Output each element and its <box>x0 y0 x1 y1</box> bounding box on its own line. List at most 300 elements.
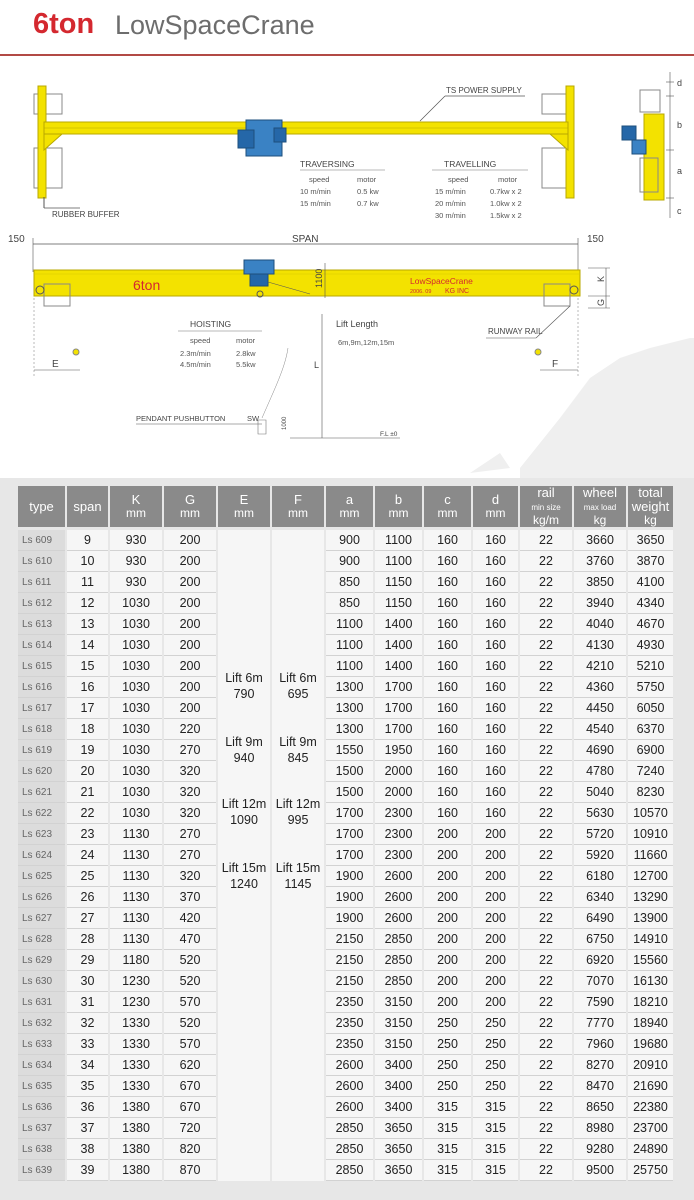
cell-a: 1500 <box>326 782 373 803</box>
cell-type: Ls 619 <box>18 740 65 761</box>
cell-g: 200 <box>164 551 216 572</box>
cell-wheel: 4210 <box>574 656 626 677</box>
cell-total-weight: 10570 <box>628 803 673 824</box>
table-row <box>18 551 673 572</box>
cell-span: 24 <box>67 845 108 866</box>
cell-c: 160 <box>424 530 471 551</box>
spec-table-section <box>0 478 694 1200</box>
cell-a: 1300 <box>326 719 373 740</box>
traversing-motor-2: 0.7 kw <box>357 199 379 208</box>
cell-wheel: 3940 <box>574 593 626 614</box>
crane-diagram <box>0 58 694 478</box>
cell-b: 3650 <box>375 1160 422 1181</box>
lift-option-e: Lift 15m 1240 <box>221 861 267 891</box>
cell-total-weight: 3870 <box>628 551 673 572</box>
cell-g: 200 <box>164 530 216 551</box>
col-header-c: c mm <box>424 486 471 530</box>
cell-b: 1400 <box>375 656 422 677</box>
cell-type: Ls 621 <box>18 782 65 803</box>
cell-total-weight: 25750 <box>628 1160 673 1181</box>
cell-b: 1700 <box>375 677 422 698</box>
cell-span: 18 <box>67 719 108 740</box>
cell-span: 23 <box>67 824 108 845</box>
cell-type: Ls 626 <box>18 887 65 908</box>
cell-wheel: 6180 <box>574 866 626 887</box>
cell-b: 2000 <box>375 761 422 782</box>
cell-c: 200 <box>424 887 471 908</box>
cell-c: 250 <box>424 1013 471 1034</box>
cell-rail: 22 <box>520 866 572 887</box>
cell-b: 3400 <box>375 1076 422 1097</box>
cell-span: 31 <box>67 992 108 1013</box>
ts-power-supply-label: TS POWER SUPPLY <box>446 86 522 95</box>
cell-rail: 22 <box>520 1139 572 1160</box>
table-row <box>18 1139 673 1160</box>
cell-c: 315 <box>424 1160 471 1181</box>
cell-a: 850 <box>326 593 373 614</box>
header-divider <box>0 54 694 56</box>
col-header-a: a mm <box>326 486 373 530</box>
cell-a: 1900 <box>326 887 373 908</box>
cell-rail: 22 <box>520 761 572 782</box>
cell-span: 12 <box>67 593 108 614</box>
cell-c: 315 <box>424 1139 471 1160</box>
cell-c: 160 <box>424 677 471 698</box>
travelling-speed-2: 20 m/min <box>435 199 466 208</box>
cell-wheel: 5040 <box>574 782 626 803</box>
cell-b: 2600 <box>375 866 422 887</box>
table-row <box>18 845 673 866</box>
cell-wheel: 7590 <box>574 992 626 1013</box>
cell-g: 570 <box>164 1034 216 1055</box>
cell-type: Ls 614 <box>18 635 65 656</box>
table-row <box>18 1118 673 1139</box>
cell-d: 160 <box>473 656 518 677</box>
cell-total-weight: 18940 <box>628 1013 673 1034</box>
cell-g: 320 <box>164 761 216 782</box>
cell-d: 160 <box>473 698 518 719</box>
table-header-row <box>18 486 673 530</box>
cell-wheel: 7770 <box>574 1013 626 1034</box>
cell-rail: 22 <box>520 1160 572 1181</box>
cell-k: 1130 <box>110 845 162 866</box>
cell-span: 32 <box>67 1013 108 1034</box>
cell-k: 1030 <box>110 656 162 677</box>
cell-k: 1180 <box>110 950 162 971</box>
cell-wheel: 3850 <box>574 572 626 593</box>
cell-d: 200 <box>473 824 518 845</box>
cell-d: 200 <box>473 971 518 992</box>
beam-company-label: KG INC <box>445 288 470 295</box>
cell-b: 2300 <box>375 845 422 866</box>
dim-c-label: c <box>677 206 682 216</box>
cell-a: 2850 <box>326 1139 373 1160</box>
col-header-total-weight: total weight kg <box>628 486 673 530</box>
cell-g: 670 <box>164 1076 216 1097</box>
table-row <box>18 530 673 551</box>
lift-length-title: Lift Length <box>336 319 379 329</box>
traversing-speed-1: 10 m/min <box>300 187 331 196</box>
col-header-type: type <box>18 486 65 530</box>
cell-total-weight: 14910 <box>628 929 673 950</box>
table-row <box>18 614 673 635</box>
col-header-wheel: wheel max load kg <box>574 486 626 530</box>
cell-span: 11 <box>67 572 108 593</box>
cell-type: Ls 631 <box>18 992 65 1013</box>
cell-g: 200 <box>164 656 216 677</box>
cell-a: 1300 <box>326 677 373 698</box>
cell-wheel: 4130 <box>574 635 626 656</box>
table-row <box>18 1160 673 1181</box>
table-row <box>18 572 673 593</box>
cell-type: Ls 627 <box>18 908 65 929</box>
cell-type: Ls 617 <box>18 698 65 719</box>
cell-b: 3400 <box>375 1055 422 1076</box>
cell-wheel: 3760 <box>574 551 626 572</box>
cell-wheel: 8270 <box>574 1055 626 1076</box>
cell-b: 2300 <box>375 803 422 824</box>
cell-c: 250 <box>424 1034 471 1055</box>
cell-a: 2350 <box>326 992 373 1013</box>
cell-a: 2150 <box>326 971 373 992</box>
cell-wheel: 5630 <box>574 803 626 824</box>
cell-rail: 22 <box>520 908 572 929</box>
cell-rail: 22 <box>520 1055 572 1076</box>
table-row <box>18 782 673 803</box>
cell-rail: 22 <box>520 719 572 740</box>
cell-rail: 22 <box>520 551 572 572</box>
cell-total-weight: 7240 <box>628 761 673 782</box>
cell-c: 160 <box>424 572 471 593</box>
cell-type: Ls 611 <box>18 572 65 593</box>
cell-d: 160 <box>473 740 518 761</box>
cell-wheel: 6920 <box>574 950 626 971</box>
cell-k: 1230 <box>110 992 162 1013</box>
cell-total-weight: 4100 <box>628 572 673 593</box>
cell-total-weight: 3650 <box>628 530 673 551</box>
cell-a: 2850 <box>326 1160 373 1181</box>
spec-table-body <box>18 530 673 1181</box>
cell-span: 29 <box>67 950 108 971</box>
cell-total-weight: 4930 <box>628 635 673 656</box>
cell-rail: 22 <box>520 593 572 614</box>
table-row <box>18 740 673 761</box>
runway-rail-label: RUNWAY RAIL <box>488 327 543 336</box>
cell-type: Ls 615 <box>18 656 65 677</box>
cell-k: 1030 <box>110 740 162 761</box>
cell-k: 1130 <box>110 929 162 950</box>
cell-wheel: 6490 <box>574 908 626 929</box>
cell-k: 1030 <box>110 593 162 614</box>
cell-b: 1700 <box>375 698 422 719</box>
cell-total-weight: 20910 <box>628 1055 673 1076</box>
beam-date-label: 2006. 09 <box>410 289 432 295</box>
cell-span: 15 <box>67 656 108 677</box>
floor-level-label: F.L ±0 <box>380 431 398 438</box>
cell-span: 28 <box>67 929 108 950</box>
cell-type: Ls 638 <box>18 1139 65 1160</box>
cell-c: 160 <box>424 656 471 677</box>
cell-g: 200 <box>164 572 216 593</box>
hoisting-title: HOISTING <box>190 319 232 329</box>
cell-wheel: 7960 <box>574 1034 626 1055</box>
cell-type: Ls 637 <box>18 1118 65 1139</box>
travelling-motor-3: 1.5kw x 2 <box>490 211 522 220</box>
cell-g: 820 <box>164 1139 216 1160</box>
dim-f-label: F <box>552 359 559 370</box>
hoisting-speed-1: 2.3m/min <box>180 349 211 358</box>
traversing-motor-header: motor <box>357 175 377 184</box>
col-header-f: F mm <box>272 486 324 530</box>
cell-d: 160 <box>473 719 518 740</box>
table-row <box>18 1034 673 1055</box>
table-row <box>18 929 673 950</box>
cell-total-weight: 18210 <box>628 992 673 1013</box>
cell-d: 160 <box>473 635 518 656</box>
cell-rail: 22 <box>520 1097 572 1118</box>
cell-type: Ls 628 <box>18 929 65 950</box>
cell-rail: 22 <box>520 950 572 971</box>
cell-k: 1130 <box>110 908 162 929</box>
cell-total-weight: 12700 <box>628 866 673 887</box>
cell-d: 200 <box>473 908 518 929</box>
cell-d: 315 <box>473 1097 518 1118</box>
merged-cell-f <box>272 530 324 1181</box>
cell-d: 315 <box>473 1160 518 1181</box>
traversing-title: TRAVERSING <box>300 159 355 169</box>
cell-c: 200 <box>424 929 471 950</box>
cell-type: Ls 635 <box>18 1076 65 1097</box>
traversing-motor-1: 0.5 kw <box>357 187 379 196</box>
cell-k: 1380 <box>110 1118 162 1139</box>
cell-c: 200 <box>424 971 471 992</box>
cell-a: 2350 <box>326 1013 373 1034</box>
cell-g: 870 <box>164 1160 216 1181</box>
cell-span: 22 <box>67 803 108 824</box>
cell-type: Ls 609 <box>18 530 65 551</box>
cell-rail: 22 <box>520 698 572 719</box>
cell-g: 520 <box>164 950 216 971</box>
cell-a: 2600 <box>326 1076 373 1097</box>
lift-option-e: Lift 6m 790 <box>225 671 263 701</box>
cell-d: 250 <box>473 1076 518 1097</box>
cell-c: 200 <box>424 845 471 866</box>
cell-span: 33 <box>67 1034 108 1055</box>
cell-total-weight: 19680 <box>628 1034 673 1055</box>
cell-total-weight: 15560 <box>628 950 673 971</box>
cell-g: 520 <box>164 971 216 992</box>
cell-wheel: 6340 <box>574 887 626 908</box>
cell-c: 160 <box>424 551 471 572</box>
cell-b: 1100 <box>375 530 422 551</box>
cell-k: 1130 <box>110 824 162 845</box>
dim-150-left: 150 <box>8 234 25 245</box>
cell-k: 1380 <box>110 1160 162 1181</box>
cell-rail: 22 <box>520 530 572 551</box>
table-row <box>18 992 673 1013</box>
travelling-specs <box>432 159 528 220</box>
cell-type: Ls 612 <box>18 593 65 614</box>
cell-wheel: 4450 <box>574 698 626 719</box>
cell-total-weight: 8230 <box>628 782 673 803</box>
cell-span: 17 <box>67 698 108 719</box>
cell-total-weight: 24890 <box>628 1139 673 1160</box>
cell-span: 9 <box>67 530 108 551</box>
cell-rail: 22 <box>520 887 572 908</box>
cell-d: 200 <box>473 992 518 1013</box>
cell-c: 160 <box>424 803 471 824</box>
cell-b: 3650 <box>375 1139 422 1160</box>
cell-rail: 22 <box>520 614 572 635</box>
cell-span: 25 <box>67 866 108 887</box>
cell-type: Ls 618 <box>18 719 65 740</box>
travelling-speed-1: 15 m/min <box>435 187 466 196</box>
cell-a: 1700 <box>326 845 373 866</box>
cell-a: 1300 <box>326 698 373 719</box>
cell-c: 315 <box>424 1118 471 1139</box>
cell-c: 315 <box>424 1097 471 1118</box>
travelling-motor-1: 0.7kw x 2 <box>490 187 522 196</box>
table-row <box>18 1013 673 1034</box>
cell-wheel: 4690 <box>574 740 626 761</box>
cell-total-weight: 5210 <box>628 656 673 677</box>
cell-total-weight: 6050 <box>628 698 673 719</box>
cell-k: 1330 <box>110 1055 162 1076</box>
cell-type: Ls 613 <box>18 614 65 635</box>
cell-k: 930 <box>110 530 162 551</box>
lift-option-f: Lift 12m 995 <box>275 797 321 827</box>
lift-option-e: Lift 9m 940 <box>225 735 263 765</box>
col-header-e: E mm <box>218 486 270 530</box>
table-row <box>18 1076 673 1097</box>
cell-c: 200 <box>424 866 471 887</box>
cell-d: 200 <box>473 866 518 887</box>
cell-wheel: 8650 <box>574 1097 626 1118</box>
lift-option-e: Lift 12m 1090 <box>221 797 267 827</box>
cell-span: 30 <box>67 971 108 992</box>
travelling-motor-header: motor <box>498 175 518 184</box>
cell-b: 2300 <box>375 824 422 845</box>
cell-c: 250 <box>424 1076 471 1097</box>
cell-a: 1500 <box>326 761 373 782</box>
cell-wheel: 5920 <box>574 845 626 866</box>
cell-k: 930 <box>110 572 162 593</box>
traversing-speed-2: 15 m/min <box>300 199 331 208</box>
dim-150-right: 150 <box>587 234 604 245</box>
cell-c: 160 <box>424 761 471 782</box>
cell-a: 2150 <box>326 929 373 950</box>
hoisting-speed-header: speed <box>190 336 211 345</box>
lift-length-values: 6m,9m,12m,15m <box>338 338 395 347</box>
cell-a: 1100 <box>326 656 373 677</box>
cell-span: 20 <box>67 761 108 782</box>
dim-a-label: a <box>677 166 683 176</box>
travelling-speed-3: 30 m/min <box>435 211 466 220</box>
table-row <box>18 698 673 719</box>
cell-rail: 22 <box>520 992 572 1013</box>
cell-wheel: 4780 <box>574 761 626 782</box>
cell-span: 19 <box>67 740 108 761</box>
cell-d: 200 <box>473 887 518 908</box>
spec-table <box>16 486 675 1181</box>
cell-k: 1030 <box>110 782 162 803</box>
cell-rail: 22 <box>520 782 572 803</box>
cell-span: 26 <box>67 887 108 908</box>
cell-rail: 22 <box>520 1118 572 1139</box>
cell-k: 1030 <box>110 614 162 635</box>
cell-d: 250 <box>473 1034 518 1055</box>
col-header-k: K mm <box>110 486 162 530</box>
cell-rail: 22 <box>520 824 572 845</box>
cell-c: 200 <box>424 950 471 971</box>
lift-option-f: Lift 15m 1145 <box>275 861 321 891</box>
table-row <box>18 824 673 845</box>
cell-a: 1900 <box>326 908 373 929</box>
sw-label: SW <box>247 414 260 423</box>
cell-d: 250 <box>473 1013 518 1034</box>
cell-type: Ls 624 <box>18 845 65 866</box>
cell-d: 315 <box>473 1139 518 1160</box>
cell-type: Ls 625 <box>18 866 65 887</box>
cell-rail: 22 <box>520 740 572 761</box>
cell-g: 320 <box>164 803 216 824</box>
cell-b: 2850 <box>375 929 422 950</box>
cell-total-weight: 4340 <box>628 593 673 614</box>
dim-1100-label: 1100 <box>314 268 324 288</box>
table-row <box>18 1097 673 1118</box>
cell-d: 250 <box>473 1055 518 1076</box>
cell-span: 39 <box>67 1160 108 1181</box>
cell-c: 200 <box>424 908 471 929</box>
table-row <box>18 950 673 971</box>
cell-type: Ls 639 <box>18 1160 65 1181</box>
cell-d: 160 <box>473 530 518 551</box>
cell-wheel: 4040 <box>574 614 626 635</box>
cell-total-weight: 4670 <box>628 614 673 635</box>
cell-wheel: 3660 <box>574 530 626 551</box>
crane-front-view <box>34 260 580 306</box>
cell-total-weight: 10910 <box>628 824 673 845</box>
cell-c: 200 <box>424 992 471 1013</box>
cell-d: 315 <box>473 1118 518 1139</box>
col-header-span: span <box>67 486 108 530</box>
cell-rail: 22 <box>520 1076 572 1097</box>
cell-wheel: 9500 <box>574 1160 626 1181</box>
cell-rail: 22 <box>520 929 572 950</box>
cell-a: 1900 <box>326 866 373 887</box>
cell-span: 10 <box>67 551 108 572</box>
cell-g: 420 <box>164 908 216 929</box>
cell-wheel: 8470 <box>574 1076 626 1097</box>
cell-k: 1330 <box>110 1076 162 1097</box>
cell-c: 160 <box>424 698 471 719</box>
cell-a: 2600 <box>326 1097 373 1118</box>
cell-k: 1030 <box>110 719 162 740</box>
cell-a: 900 <box>326 551 373 572</box>
cell-k: 1380 <box>110 1097 162 1118</box>
cell-a: 1100 <box>326 614 373 635</box>
cell-g: 200 <box>164 677 216 698</box>
dim-k-label: K <box>596 275 606 282</box>
dim-l-label: L <box>314 360 320 370</box>
merged-cell-e <box>218 530 270 1181</box>
cell-c: 160 <box>424 719 471 740</box>
cell-b: 3150 <box>375 992 422 1013</box>
cell-a: 1100 <box>326 635 373 656</box>
table-row <box>18 761 673 782</box>
col-header-b: b mm <box>375 486 422 530</box>
cell-b: 1950 <box>375 740 422 761</box>
